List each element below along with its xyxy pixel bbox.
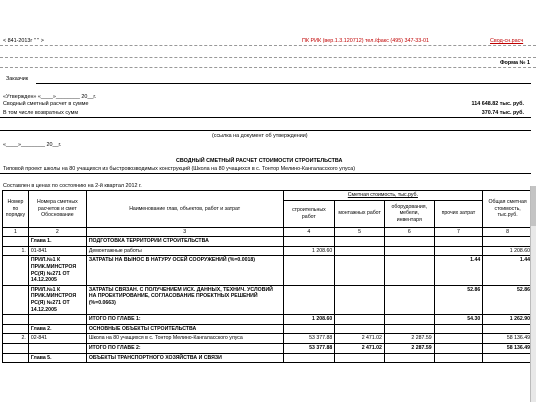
separator (0, 67, 536, 68)
table-row (3, 353, 533, 363)
row-total (483, 324, 533, 334)
col-header-other: прочих затрат (434, 200, 483, 227)
col-number: 8 (483, 227, 533, 237)
row-equipment: 2 287.59 (384, 343, 434, 353)
customer-line (36, 83, 531, 84)
row-equipment (384, 237, 434, 247)
group-header-cost: Сметная стоимость, тыс.руб. (283, 191, 483, 201)
row-installation (335, 353, 385, 363)
row-total: 58 136.49 (483, 343, 533, 353)
row-code (28, 315, 86, 325)
col-number: 2 (28, 227, 86, 237)
row-equipment (384, 285, 434, 314)
row-name: ОСНОВНЫЕ ОБЪЕКТЫ СТРОИТЕЛЬСТВА (86, 324, 283, 334)
row-other (434, 343, 483, 353)
table-row (3, 343, 533, 353)
col-number: 3 (86, 227, 283, 237)
row-other (434, 334, 483, 344)
row-construction (283, 237, 335, 247)
row-construction: 53 377.88 (283, 334, 335, 344)
row-other (434, 324, 483, 334)
row-name: Демонтажные работы (86, 246, 283, 256)
summary-label: Сводный сметный расчет в сумме (3, 101, 89, 107)
estimate-table (2, 190, 533, 363)
table-row (3, 324, 533, 334)
row-other (434, 237, 483, 247)
col-header-equipment: оборудования, мебели, инвентаря (384, 200, 434, 227)
customer-label: Заказчик (6, 76, 29, 82)
row-construction (283, 285, 335, 314)
table-row (3, 237, 533, 247)
document-title: СВОДНЫЙ СМЕТНЫЙ РАСЧЕТ СТОИМОСТИ СТРОИТЕЛЬСТВА (176, 158, 343, 164)
row-equipment: 2 287.59 (384, 334, 434, 344)
approved-line: «Утвержден» «____»________ 20__г. (3, 94, 97, 100)
row-number (3, 285, 29, 314)
col-number: 6 (384, 227, 434, 237)
row-total (483, 237, 533, 247)
col-number: 7 (434, 227, 483, 237)
doc-reference: (ссылка на документ об утверждении) (212, 133, 308, 139)
separator (0, 57, 536, 58)
row-installation (335, 285, 385, 314)
row-name: ЗАТРАТЫ НА ВЫНОС В НАТУРУ ОСЕЙ СООРУЖЕНИЙ (%=0.0018) (86, 256, 283, 285)
row-number (3, 343, 29, 353)
form-number: Форма № 1 (499, 60, 530, 66)
row-other: 52.86 (434, 285, 483, 314)
row-equipment (384, 353, 434, 363)
row-code: ПРИЛ.№1 К ПРИК.МИНСТРОЯ РС(Я) №271 ОТ 14.12.2005 (28, 256, 86, 285)
row-name: ЗАТРАТЫ СВЯЗАН. С ПОЛУЧЕНИЕМ ИСХ. ДАННЫХ, ТЕХНИЧ. УСЛОВИЙ НА ПРОЕКТИРОВАНИЕ, СОГЛАСОВАНИЕ ПРОЕКТНЫХ РЕШЕНИЙ (%=0.0663) (86, 285, 283, 314)
row-other (434, 353, 483, 363)
row-name: ОБЪЕКТЫ ТРАНСПОРТНОГО ХОЗЯЙСТВА И СВЯЗИ (86, 353, 283, 363)
prices-line: Составлен в ценах по состоянию на 2-й квартал 2012 г. (3, 183, 142, 189)
row-other: 54.30 (434, 315, 483, 325)
row-total: 1.44 (483, 256, 533, 285)
row-total: 1 208.60 (483, 246, 533, 256)
row-name: ИТОГО ПО ГЛАВЕ 2: (86, 343, 283, 353)
row-installation (335, 246, 385, 256)
project-line: Типовой проект школы на 80 учащихся из быстровозводимых конструкций (Школа на 80 учащихся в с. Тонтор Мелино-Кангаласского улуса) (3, 166, 356, 172)
row-other: 1.44 (434, 256, 483, 285)
row-construction (283, 256, 335, 285)
row-construction (283, 324, 335, 334)
doc-header-center: ПК РИК (вер.1.3.120712) тел./факс (495) 347-33-01 (302, 38, 430, 44)
row-equipment (384, 324, 434, 334)
rule (0, 117, 531, 118)
row-other (434, 246, 483, 256)
table-row (3, 334, 533, 344)
row-number (3, 315, 29, 325)
row-number (3, 324, 29, 334)
table-row (3, 315, 533, 325)
col-number: 5 (335, 227, 385, 237)
scrollbar-thumb[interactable] (531, 186, 536, 226)
row-code (28, 343, 86, 353)
col-header-construction: строительных работ (283, 200, 335, 227)
row-installation: 2 471.02 (335, 334, 385, 344)
row-name: Школа на 80 учащихся в с. Тонтор Мелино-Кангаласского улуса (86, 334, 283, 344)
col-header-installation: монтажных работ (335, 200, 385, 227)
table-row (3, 246, 533, 256)
date-line: «____»________ 20__г. (3, 142, 62, 148)
row-total: 1 262.90 (483, 315, 533, 325)
col-header-number: Номер по порядку (3, 191, 29, 228)
row-construction (283, 353, 335, 363)
row-code: 02-841 (28, 334, 86, 344)
row-number (3, 256, 29, 285)
table-row (3, 256, 533, 285)
returns-label: В том числе возвратных сумм (3, 110, 79, 116)
row-installation (335, 315, 385, 325)
col-header-code: Номера сметных расчетов и смет Обоснование (28, 191, 86, 228)
row-name: ПОДГОТОВКА ТЕРРИТОРИИ СТРОИТЕЛЬСТВА (86, 237, 283, 247)
row-code: 01-841 (28, 246, 86, 256)
row-installation: 2 471.02 (335, 343, 385, 353)
row-code: Глава 2. (28, 324, 86, 334)
row-number (3, 353, 29, 363)
rule (0, 173, 531, 174)
row-name: ИТОГО ПО ГЛАВЕ 1: (86, 315, 283, 325)
row-installation (335, 237, 385, 247)
table-row (3, 285, 533, 314)
row-total: 52.86 (483, 285, 533, 314)
row-construction: 1 208.60 (283, 246, 335, 256)
row-installation (335, 256, 385, 285)
row-code: Глава 1. (28, 237, 86, 247)
row-code: ПРИЛ.№1 К ПРИК.МИНСТРОЯ РС(Я) №271 ОТ 14.12.2005 (28, 285, 86, 314)
row-construction: 53 377.88 (283, 343, 335, 353)
row-code: Глава 5. (28, 353, 86, 363)
row-equipment (384, 256, 434, 285)
col-header-total: Общая сметная стоимость, тыс.руб. (483, 191, 533, 228)
summary-value: 114 648.82 тыс. руб. (471, 101, 524, 107)
row-installation (335, 324, 385, 334)
returns-value: 370.74 тыс. руб. (481, 110, 524, 116)
col-number: 1 (3, 227, 29, 237)
separator (0, 45, 536, 46)
row-number: 2. (3, 334, 29, 344)
rule (0, 130, 531, 131)
row-number (3, 237, 29, 247)
doc-header-left: < 841-2013г " " > (3, 38, 44, 44)
row-equipment (384, 315, 434, 325)
row-total (483, 353, 533, 363)
doc-header-right: Свод-сн.расч (490, 38, 524, 44)
row-total: 58 136.49 (483, 334, 533, 344)
col-number: 4 (283, 227, 335, 237)
row-number: 1. (3, 246, 29, 256)
row-construction: 1 208.60 (283, 315, 335, 325)
row-equipment (384, 246, 434, 256)
col-header-name: Наименование глав, объектов, работ и затрат (86, 191, 283, 228)
